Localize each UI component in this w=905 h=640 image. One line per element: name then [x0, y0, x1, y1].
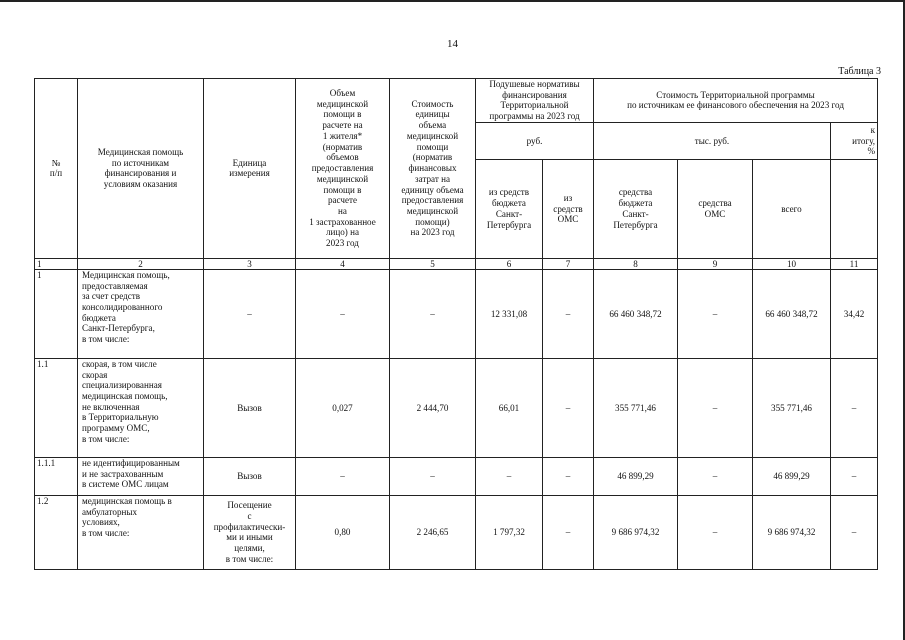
- table-row: [35, 495, 878, 569]
- row-care: скорая, в том числе скорая специализированная медицинская помощь, не включенная в Территориальную программу ОМС, в том числе:: [78, 358, 204, 457]
- row-cost-budget: 46 899,29: [594, 457, 678, 495]
- row-volume: –: [296, 269, 390, 358]
- table-row: [35, 457, 878, 495]
- row-cost-unit: –: [390, 457, 476, 495]
- row-per-capita-oms: –: [543, 358, 594, 457]
- header-no: № п/п: [35, 79, 78, 259]
- row-cost-oms: –: [678, 457, 753, 495]
- row-unit: Посещение с профилактически- ми и иными целями, в том числе:: [204, 495, 296, 569]
- column-number: 11: [831, 258, 878, 269]
- column-number: 3: [204, 258, 296, 269]
- column-number: 7: [543, 258, 594, 269]
- table-row: [35, 269, 878, 358]
- row-cost-budget: 9 686 974,32: [594, 495, 678, 569]
- row-cost-unit: –: [390, 269, 476, 358]
- row-cost-unit: 2 246,65: [390, 495, 476, 569]
- row-volume: 0,80: [296, 495, 390, 569]
- header-volume: Объем медицинской помощи в расчете на 1 жителя* (норматив объемов предоставления медицинской помощи в расчете на 1 застрахованное лицо) на 2023 год: [296, 79, 390, 259]
- row-volume: –: [296, 457, 390, 495]
- row-number: 1: [35, 269, 78, 358]
- row-unit: –: [204, 269, 296, 358]
- column-number: 1: [35, 258, 78, 269]
- header-cost-unit: Стоимость единицы объема медицинской помощи (норматив финансовых затрат на единицу объема предоставления медицинской помощи) на 2023 год: [390, 79, 476, 259]
- row-unit: Вызов: [204, 457, 296, 495]
- row-cost-total: 46 899,29: [753, 457, 831, 495]
- row-per-capita-budget: 66,01: [476, 358, 543, 457]
- header-thous-rub: тыс. руб.: [594, 122, 831, 159]
- row-cost-budget: 355 771,46: [594, 358, 678, 457]
- row-per-capita-budget: –: [476, 457, 543, 495]
- sheet-border-top: [0, 0, 905, 2]
- column-number-row: [35, 258, 878, 269]
- column-number: 4: [296, 258, 390, 269]
- row-number: 1.2: [35, 495, 78, 569]
- row-per-capita-budget: 1 797,32: [476, 495, 543, 569]
- column-number: 6: [476, 258, 543, 269]
- row-cost-unit: 2 444,70: [390, 358, 476, 457]
- row-cost-percent: –: [831, 358, 878, 457]
- column-number: 8: [594, 258, 678, 269]
- row-per-capita-oms: –: [543, 495, 594, 569]
- row-cost-total: 9 686 974,32: [753, 495, 831, 569]
- header-row-1: [35, 79, 878, 123]
- header-pct-empty: [831, 159, 878, 258]
- row-per-capita-budget: 12 331,08: [476, 269, 543, 358]
- row-cost-oms: –: [678, 269, 753, 358]
- row-number: 1.1: [35, 358, 78, 457]
- row-unit: Вызов: [204, 358, 296, 457]
- header-total: всего: [753, 159, 831, 258]
- header-per-capita: Подушевые нормативы финансирования Территориальной программы на 2023 год: [476, 79, 594, 123]
- header-from-oms: из средств ОМС: [543, 159, 594, 258]
- row-care: не идентифицированным и не застрахованным в системе ОМС лицам: [78, 457, 204, 495]
- row-cost-percent: 34,42: [831, 269, 878, 358]
- column-number: 2: [78, 258, 204, 269]
- header-care: Медицинская помощь по источникам финансирования и условиям оказания: [78, 79, 204, 259]
- row-cost-oms: –: [678, 495, 753, 569]
- header-unit: Единица измерения: [204, 79, 296, 259]
- row-cost-percent: –: [831, 495, 878, 569]
- header-budget-funds: средства бюджета Санкт- Петербурга: [594, 159, 678, 258]
- row-volume: 0,027: [296, 358, 390, 457]
- header-oms-funds: средства ОМС: [678, 159, 753, 258]
- row-cost-oms: –: [678, 358, 753, 457]
- header-rub: руб.: [476, 122, 594, 159]
- row-cost-budget: 66 460 348,72: [594, 269, 678, 358]
- table-caption: Таблица 3: [838, 66, 881, 77]
- row-cost-total: 355 771,46: [753, 358, 831, 457]
- row-cost-total: 66 460 348,72: [753, 269, 831, 358]
- row-care: медицинская помощь в амбулаторных условиях, в том числе:: [78, 495, 204, 569]
- column-number: 9: [678, 258, 753, 269]
- row-per-capita-oms: –: [543, 457, 594, 495]
- header-total-cost: Стоимость Территориальной программы по источникам ее финансового обеспечения на 2023 год: [594, 79, 878, 123]
- header-pct: к итогу, %: [831, 122, 878, 159]
- table-row: [35, 358, 878, 457]
- header-budget-spb: из средств бюджета Санкт- Петербурга: [476, 159, 543, 258]
- financing-table: [34, 78, 878, 570]
- row-cost-percent: –: [831, 457, 878, 495]
- row-care: Медицинская помощь, предоставляемая за счет средств консолидированного бюджета Санкт-Петербурга, в том числе:: [78, 269, 204, 358]
- column-number: 10: [753, 258, 831, 269]
- page-number: 14: [447, 38, 458, 50]
- row-per-capita-oms: –: [543, 269, 594, 358]
- row-number: 1.1.1: [35, 457, 78, 495]
- column-number: 5: [390, 258, 476, 269]
